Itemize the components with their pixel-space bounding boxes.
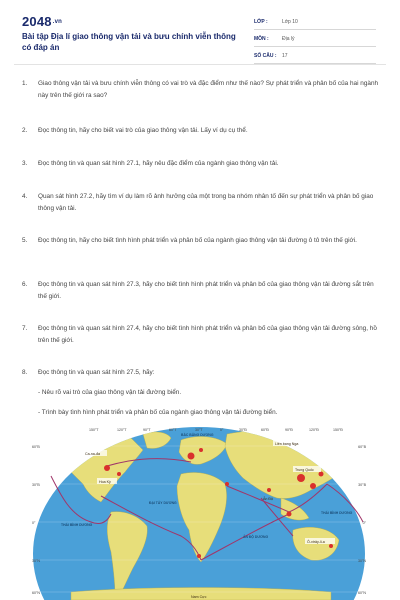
logo-brand: 2048	[22, 14, 52, 29]
question-number: 2.	[22, 127, 28, 134]
question-text: Đọc thông tin và quan sát hình 27.5, hãy:	[38, 369, 155, 376]
meta-row-count	[254, 49, 376, 64]
latitude-label: 30°N	[32, 559, 41, 563]
meta-label: SỐ CÂU :	[254, 53, 277, 59]
port-marker	[199, 448, 203, 452]
question-text: Đọc thông tin và quan sát hình 27.4, hãy cho biết tình hình phát triển và phân bố của giao thông vận tải đường sông, hồ trên thế giới.	[38, 325, 377, 344]
latitude-label: 0°	[362, 521, 366, 525]
port-marker	[197, 554, 201, 558]
page-header	[0, 0, 400, 64]
meta-label: LỚP :	[254, 19, 268, 25]
longitude-label: 120°T	[117, 428, 127, 432]
longitude-label: 120°Đ	[309, 428, 320, 432]
port-marker	[104, 465, 110, 471]
ocean-label: THÁI BÌNH DƯƠNG	[61, 523, 93, 527]
question-number: 3.	[22, 160, 28, 167]
meta-row-subject	[254, 32, 376, 47]
question-number: 4.	[22, 193, 28, 200]
question-text: Đọc thông tin và quan sát hình 27.1, hãy nêu đặc điểm của ngành giao thông vận tải.	[38, 160, 279, 167]
longitude-label: 90°Đ	[285, 428, 294, 432]
page-title: Bài tập Địa lí giao thông vận tải và bưu chính viễn thông có đáp án	[22, 32, 236, 52]
latitude-label: 60°B	[32, 445, 40, 449]
logo-tld: .vn	[52, 19, 63, 25]
port-marker	[310, 483, 316, 489]
header-divider	[14, 64, 386, 65]
longitude-label: 0°	[220, 428, 224, 432]
latitude-label: 30°B	[32, 483, 40, 487]
place-label: Liên bang Nga	[275, 442, 299, 446]
latitude-label: 60°N	[32, 591, 41, 595]
longitude-label: 30°Đ	[239, 428, 248, 432]
place-label: Ấn Độ	[263, 497, 273, 501]
meta-panel	[254, 15, 376, 64]
place-label: Ca-na-đa	[85, 452, 100, 456]
ocean-label: BẮC BĂNG DƯƠNG	[181, 433, 214, 437]
latitude-label: 0°	[32, 521, 36, 525]
place-label: Ô-xtrây-li-a	[307, 540, 325, 544]
longitude-label: 30°T	[195, 428, 203, 432]
longitude-label: 90°T	[143, 428, 151, 432]
meta-value: 17	[282, 53, 288, 59]
port-marker	[188, 453, 195, 460]
latitude-label: 60°N	[357, 591, 366, 595]
meta-value: Lớp 10	[282, 19, 298, 25]
question-text: Đọc thông tin, hãy cho biết vai trò của giao thông vận tải. Lấy ví dụ cụ thể.	[38, 127, 248, 134]
question-number: 8.	[22, 369, 28, 376]
port-marker	[329, 544, 333, 548]
ocean-label: ẤN ĐỘ DƯƠNG	[243, 535, 269, 539]
ocean-label: THÁI BÌNH DƯƠNG	[321, 511, 353, 515]
port-marker	[287, 512, 292, 517]
question-text: Quan sát hình 27.2, hãy tìm ví dụ làm rõ ảnh hưởng của một trong ba nhóm nhân tố đến sự phát triển và phân bố giao thông vận tải.	[38, 193, 374, 212]
site-logo[interactable]	[22, 14, 62, 29]
longitude-label: 150°T	[89, 428, 99, 432]
question-number: 5.	[22, 237, 28, 244]
question-number: 6.	[22, 281, 28, 288]
port-marker	[225, 482, 229, 486]
place-label: Nam Cực	[191, 595, 207, 599]
longitude-label: 60°Đ	[261, 428, 270, 432]
port-marker	[297, 474, 305, 482]
question-subitem: - Trình bày tình hình phát triển và phân bố của ngành giao thông vận tải đường biển.	[38, 409, 278, 416]
place-label: Hoa Kỳ	[99, 480, 111, 484]
port-marker	[267, 488, 271, 492]
place-label: Trung Quốc	[295, 468, 314, 472]
meta-row-class	[254, 15, 376, 30]
question-text: Đọc thông tin và quan sát hình 27.3, hãy cho biết tình hình phát triển và phân bố của giao thông vận tải đường sắt trên thế giới.	[38, 281, 374, 300]
world-sea-routes-map	[31, 426, 367, 600]
question-subitem: - Nêu rõ vai trò của giao thông vận tải đường biển.	[38, 389, 182, 396]
question-text: Giao thông vận tải và bưu chính viễn thông có vai trò và đặc điểm như thế nào? Sự phát triển và phân bố của hai ngành này trên thế giới ra sao?	[38, 80, 379, 99]
meta-value: Địa lý	[282, 36, 295, 42]
question-number: 7.	[22, 325, 28, 332]
meta-label: MÔN :	[254, 36, 269, 42]
ocean-label: ĐẠI TÂY DƯƠNG	[149, 501, 177, 505]
latitude-label: 30°B	[358, 483, 366, 487]
question-number: 1.	[22, 80, 28, 87]
question-text: Đọc thông tin, hãy cho biết tình hình phát triển và phân bố của ngành giao thông vận tải đường ô tô trên thế giới.	[38, 237, 357, 244]
longitude-label: 150°Đ	[333, 428, 344, 432]
latitude-label: 60°B	[358, 445, 366, 449]
longitude-label: 60°T	[169, 428, 177, 432]
port-marker	[319, 472, 324, 477]
latitude-label: 30°N	[357, 559, 366, 563]
port-marker	[117, 472, 121, 476]
